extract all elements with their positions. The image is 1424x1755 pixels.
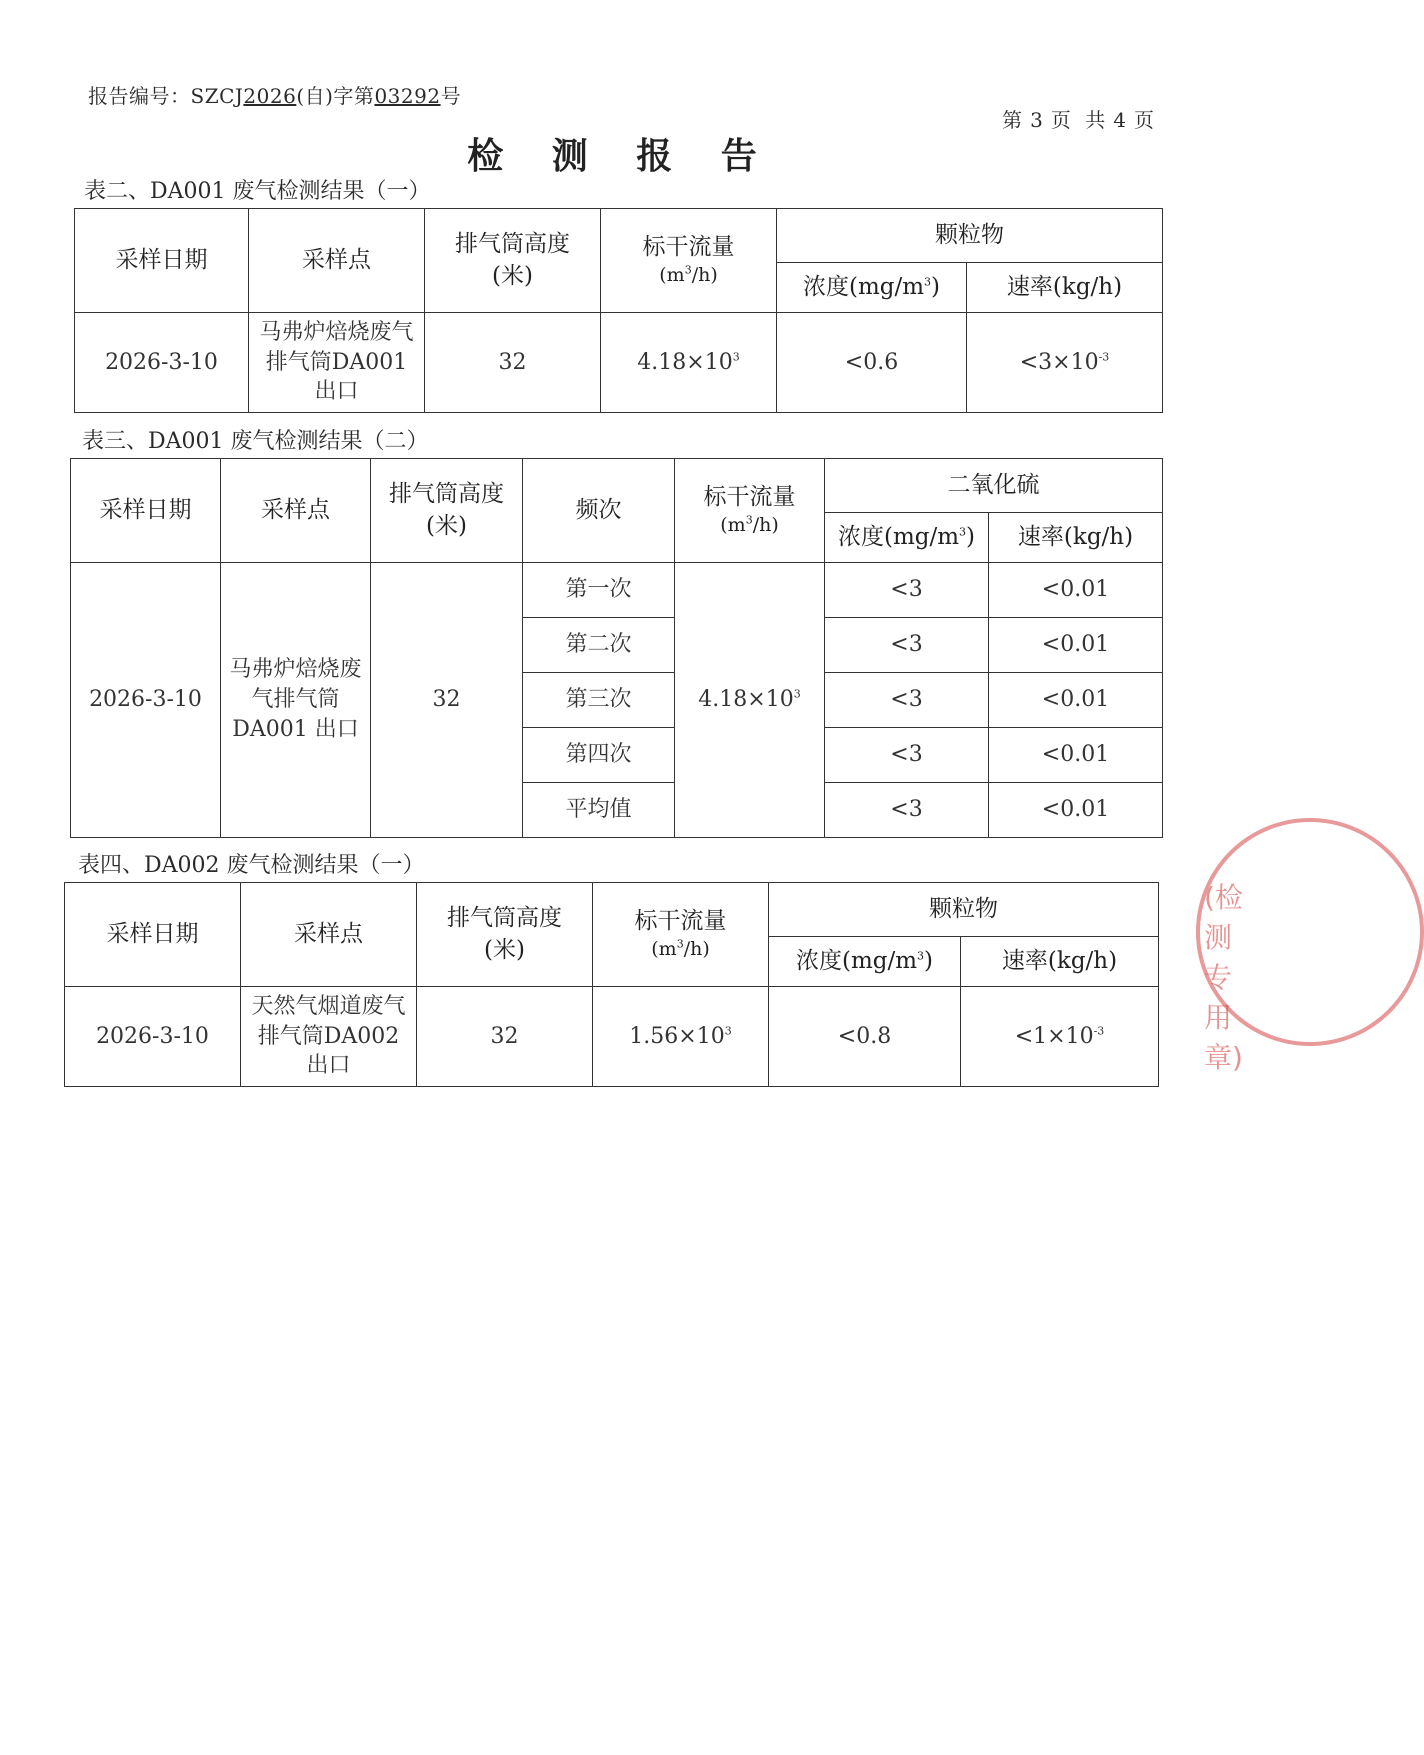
table3-header-flow-unit — [679, 513, 820, 539]
page-label: 页 — [1050, 108, 1071, 132]
table2-caption: 表二、DA001 废气检测结果（一） — [84, 179, 431, 204]
table4-caption: 表四、DA002 废气检测结果（一） — [78, 853, 425, 878]
table2-header-flow-label: 标干流量 — [642, 234, 735, 261]
report-number-prefix: SZCJ — [190, 84, 244, 108]
seal-stamp — [1196, 818, 1243, 1074]
page-total: 4 — [1113, 108, 1126, 132]
table2-header-flow-unit — [605, 263, 772, 289]
table4-cell-rate — [961, 987, 1159, 1087]
table2 — [74, 208, 1163, 413]
value-exp: -3 — [1093, 1024, 1105, 1038]
table3-header-height-unit: (米) — [426, 512, 467, 539]
value-exp: 3 — [724, 1024, 732, 1038]
table4-header-rate: 速率(kg/h) — [961, 937, 1159, 987]
unit-sup: 3 — [959, 525, 967, 539]
unit-part: ) — [924, 947, 934, 974]
table3-cell-freq: 第二次 — [523, 618, 675, 673]
table3-cell-conc: <3 — [825, 783, 989, 838]
report-number-year: 2026 — [243, 84, 297, 108]
report-number-middle: (自)字第 — [296, 84, 375, 108]
table3-cell-date: 2026-3-10 — [71, 563, 221, 838]
table2-cell-point: 马弗炉焙烧废气排气筒DA001 出口 — [249, 313, 425, 413]
table3-cell-point: 马弗炉焙烧废气排气筒DA001 出口 — [221, 563, 371, 838]
unit-part: /h) — [752, 514, 779, 537]
table4-header-flow-unit — [597, 937, 764, 963]
unit-part: 浓度(mg/m — [795, 947, 918, 974]
table2-cell-height: 32 — [425, 313, 601, 413]
table3-caption: 表三、DA001 废气检测结果（二） — [82, 429, 429, 454]
value-base: <3×10 — [1019, 349, 1099, 375]
table4-cell-point: 天然气烟道废气排气筒DA002 出口 — [241, 987, 417, 1087]
table2-header-height-label: 排气筒高度 — [455, 231, 570, 258]
table4-header-pollutant: 颗粒物 — [769, 883, 1159, 937]
table-row — [75, 313, 1163, 413]
document-title: 检 测 报 告 — [467, 135, 775, 177]
value-exp: -3 — [1098, 350, 1110, 364]
unit-sup: 3 — [684, 263, 692, 277]
value-exp: 3 — [732, 350, 740, 364]
report-number — [88, 80, 461, 109]
table3-cell-freq: 第三次 — [523, 673, 675, 728]
page-label: 共 — [1085, 108, 1106, 132]
report-number-value: 03292 — [374, 84, 441, 108]
unit-part: 浓度(mg/m — [837, 523, 960, 550]
table3-header-flow — [675, 459, 825, 563]
table3-cell-flow — [675, 563, 825, 838]
table3-cell-rate: <0.01 — [989, 563, 1163, 618]
table2-header-point: 采样点 — [249, 209, 425, 313]
table-row — [65, 987, 1159, 1087]
table3-cell-freq: 第四次 — [523, 728, 675, 783]
table4-header-height-unit: (米) — [484, 936, 525, 963]
value-base: 4.18×10 — [698, 687, 794, 713]
table3-header-conc — [825, 513, 989, 563]
table3-cell-conc: <3 — [825, 673, 989, 728]
table4-header-height-label: 排气筒高度 — [447, 905, 562, 932]
report-number-label: 报告编号： — [88, 84, 191, 108]
table2-cell-date: 2026-3-10 — [75, 313, 249, 413]
table2-header-pollutant: 颗粒物 — [777, 209, 1163, 263]
value-base: <1×10 — [1014, 1023, 1094, 1049]
table3-cell-height: 32 — [371, 563, 523, 838]
table2-header-flow — [601, 209, 777, 313]
table2-header-date: 采样日期 — [75, 209, 249, 313]
table2-header-conc — [777, 263, 967, 313]
table4-header-point: 采样点 — [241, 883, 417, 987]
page-current: 3 — [1030, 108, 1043, 132]
table3-cell-rate: <0.01 — [989, 783, 1163, 838]
table3-header-freq: 频次 — [523, 459, 675, 563]
table4-cell-conc: <0.8 — [769, 987, 961, 1087]
table4-header-conc — [769, 937, 961, 987]
report-number-suffix: 号 — [440, 84, 462, 108]
table-row — [71, 563, 1163, 618]
page-label: 第 — [1002, 108, 1023, 132]
table3-header-height-label: 排气筒高度 — [389, 481, 504, 508]
table2-cell-rate — [967, 313, 1163, 413]
table4-header-flow-label: 标干流量 — [634, 908, 727, 935]
table4-cell-flow — [593, 987, 769, 1087]
table3-cell-freq: 平均值 — [523, 783, 675, 838]
table3-cell-conc: <3 — [825, 563, 989, 618]
table3-cell-conc: <3 — [825, 728, 989, 783]
unit-part: (m — [651, 938, 677, 961]
unit-sup: 3 — [745, 513, 753, 527]
unit-sup: 3 — [917, 949, 925, 963]
unit-sup: 3 — [924, 275, 932, 289]
table4-cell-height: 32 — [417, 987, 593, 1087]
table3-cell-freq: 第一次 — [523, 563, 675, 618]
unit-part: ) — [931, 273, 941, 300]
table3-header-flow-label: 标干流量 — [703, 484, 796, 511]
table3-header-height — [371, 459, 523, 563]
table2-header-rate: 速率(kg/h) — [967, 263, 1163, 313]
seal-text: (检测专用章) — [1204, 881, 1243, 1074]
unit-sup: 3 — [676, 937, 684, 951]
unit-part: (m — [659, 264, 685, 287]
table4-cell-date: 2026-3-10 — [65, 987, 241, 1087]
table4-header-flow — [593, 883, 769, 987]
value-base: 1.56×10 — [629, 1023, 725, 1049]
table3-header-pollutant: 二氧化硫 — [825, 459, 1163, 513]
table3-cell-rate: <0.01 — [989, 673, 1163, 728]
table3-header-rate: 速率(kg/h) — [989, 513, 1163, 563]
unit-part: /h) — [691, 264, 718, 287]
value-base: 4.18×10 — [637, 349, 733, 375]
table3-header-date: 采样日期 — [71, 459, 221, 563]
table3 — [70, 458, 1163, 838]
table4 — [64, 882, 1159, 1087]
table3-cell-conc: <3 — [825, 618, 989, 673]
table3-header-point: 采样点 — [221, 459, 371, 563]
table2-cell-conc: <0.6 — [777, 313, 967, 413]
table4-header-date: 采样日期 — [65, 883, 241, 987]
page-label: 页 — [1134, 108, 1154, 132]
table2-header-height — [425, 209, 601, 313]
unit-part: (m — [720, 514, 746, 537]
table2-cell-flow — [601, 313, 777, 413]
value-exp: 3 — [793, 687, 801, 701]
table3-cell-rate: <0.01 — [989, 728, 1163, 783]
table3-cell-rate: <0.01 — [989, 618, 1163, 673]
unit-part: /h) — [683, 938, 710, 961]
unit-part: 浓度(mg/m — [802, 273, 925, 300]
table4-header-height — [417, 883, 593, 987]
table2-header-height-unit: (米) — [492, 262, 533, 289]
unit-part: ) — [966, 523, 976, 550]
